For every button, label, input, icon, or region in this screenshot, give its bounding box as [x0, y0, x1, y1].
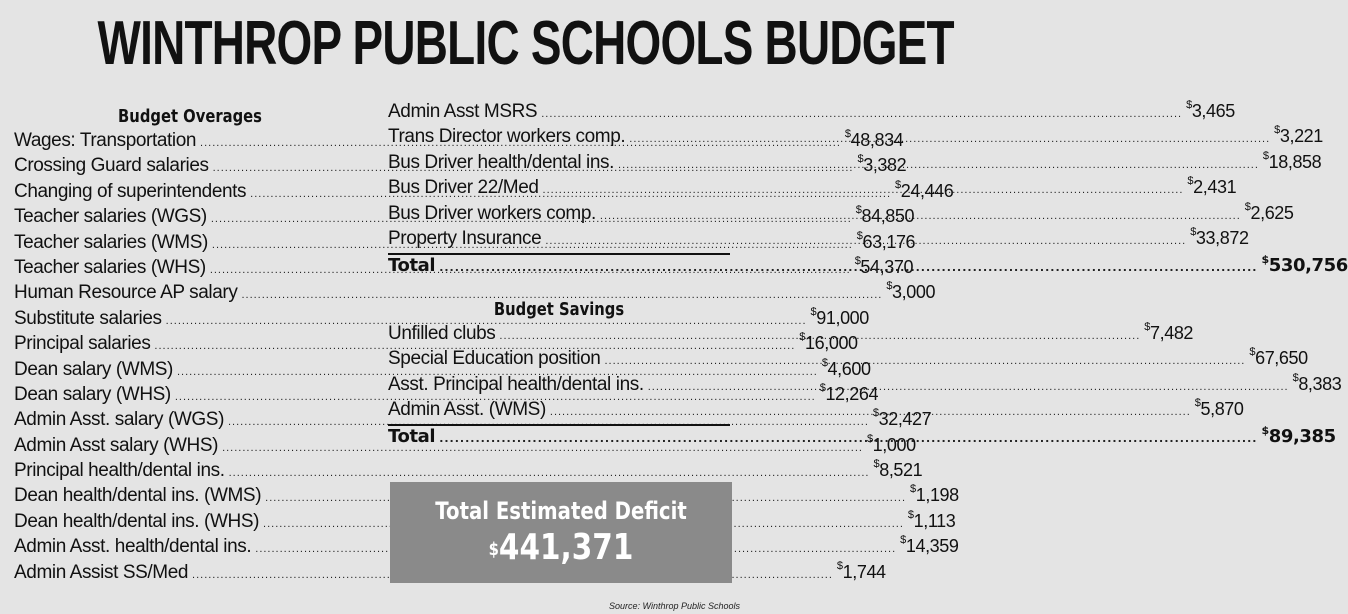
currency-symbol: $: [886, 280, 893, 293]
line-item-value: $91,000: [810, 305, 869, 328]
deficit-value: $441,371: [488, 527, 634, 568]
line-item-value: $5,870: [1194, 396, 1244, 419]
currency-symbol: $: [866, 432, 873, 445]
leader-dots: [604, 355, 1245, 367]
line-item-value: $3,465: [1186, 99, 1235, 121]
leader-dots: [499, 330, 1140, 342]
line-item-value: $8,521: [873, 458, 923, 481]
line-item-value: $4,600: [821, 356, 871, 379]
line-item-label: Teacher salaries (WGS): [14, 206, 207, 228]
currency-symbol: $: [872, 407, 879, 420]
line-item-label: Admin Asst salary (WHS): [14, 434, 219, 456]
leader-dots: [543, 184, 1184, 196]
line-item-label: Wages: Transportation: [14, 130, 197, 151]
line-item-value: $2,431: [1187, 175, 1237, 198]
line-item-label: Admin Assist SS/Med: [14, 561, 189, 583]
currency-symbol: $: [857, 153, 864, 166]
currency-symbol: $: [1186, 99, 1192, 111]
currency-symbol: $: [1244, 200, 1251, 213]
line-item-value: $12,264: [819, 381, 879, 404]
line-item-value: $33,872: [1190, 225, 1249, 248]
line-item-value: $32,427: [872, 407, 932, 430]
currency-symbol: $: [856, 229, 863, 242]
line-item-label: Unfilled clubs: [388, 322, 496, 344]
currency-symbol: $: [1249, 346, 1256, 359]
line-item-label: Admin Asst. salary (WGS): [14, 409, 224, 431]
line-item-label: Changing of superintendents: [14, 180, 247, 202]
currency-symbol: $: [810, 305, 817, 318]
line-item-label: Property Insurance: [388, 227, 542, 249]
line-item-value: $24,446: [895, 178, 954, 201]
line-item-value: $67,650: [1249, 346, 1308, 369]
overages-total-value: $530,756: [1261, 253, 1348, 277]
line-item-label: Trans Director workers comp.: [388, 126, 626, 148]
line-item-label: Bus Driver workers comp.: [388, 202, 596, 224]
budget-line-item: [14, 559, 886, 587]
line-item-value: $63,176: [856, 229, 916, 252]
line-item-label: Admin Asst. (WMS): [388, 398, 546, 420]
line-item-value: $3,221: [1274, 124, 1323, 147]
line-item-value: $8,383: [1292, 371, 1342, 394]
leader-dots: [439, 432, 1257, 445]
line-item-value: $54,370: [854, 254, 914, 277]
line-item-value: $18,858: [1262, 149, 1322, 172]
line-item-label: Dean salary (WMS): [14, 358, 173, 380]
leader-dots: [229, 467, 870, 479]
currency-symbol: $: [1190, 225, 1196, 238]
budget-line-item: [388, 99, 1235, 126]
source-credit: Source: Winthrop Public Schools: [609, 601, 740, 611]
savings-total-value: $89,385: [1261, 424, 1336, 448]
line-item-value: $84,850: [855, 204, 915, 227]
currency-symbol: $: [1144, 320, 1150, 333]
leader-dots: [648, 381, 1289, 393]
line-item-label: Admin Asst MSRS: [388, 101, 538, 122]
line-item-value: $3,000: [886, 280, 936, 303]
line-item-label: Dean health/dental ins. (WMS): [14, 485, 262, 507]
deficit-label: Total Estimated Deficit: [435, 497, 687, 525]
currency-symbol: $: [1261, 253, 1269, 267]
currency-symbol: $: [900, 534, 906, 547]
savings-heading: Budget Savings: [493, 298, 625, 320]
budget-line-item: [14, 280, 936, 307]
line-item-value: $16,000: [799, 331, 858, 354]
line-item-label: Human Resource AP salary: [14, 282, 238, 304]
line-item-value: $1,000: [866, 432, 916, 455]
line-item-label: Dean salary (WHS): [14, 383, 171, 405]
currency-symbol: $: [836, 559, 843, 572]
line-item-label: Bus Driver health/dental ins.: [388, 151, 615, 173]
line-item-label: Principal salaries: [14, 333, 151, 355]
line-item-value: $7,482: [1144, 320, 1194, 343]
line-item-label: Teacher salaries (WMS): [14, 231, 208, 253]
overages-heading: Budget Overages: [118, 106, 262, 127]
line-item-value: $14,359: [900, 534, 959, 557]
line-item-label: Bus Driver 22/Med: [388, 177, 539, 199]
currency-symbol: $: [488, 539, 499, 560]
currency-symbol: $: [854, 254, 861, 267]
currency-symbol: $: [1194, 396, 1201, 409]
currency-symbol: $: [907, 508, 914, 521]
leader-dots: [439, 261, 1257, 274]
currency-symbol: $: [821, 356, 828, 369]
leader-dots: [550, 406, 1191, 418]
leader-dots: [545, 235, 1186, 247]
deficit-box: [390, 482, 732, 583]
line-item-value: $1,744: [836, 559, 886, 582]
line-item-label: Principal health/dental ins.: [14, 460, 225, 482]
currency-symbol: $: [1292, 371, 1299, 384]
budget-line-item: [14, 458, 923, 485]
currency-symbol: $: [1274, 124, 1280, 137]
line-item-label: Asst. Principal health/dental ins.: [388, 373, 644, 395]
line-item-label: Admin Asst. health/dental ins.: [14, 536, 252, 558]
currency-symbol: $: [910, 483, 916, 496]
line-item-value: $1,113: [907, 508, 956, 531]
page-title: WINTHROP PUBLIC SCHOOLS BUDGET: [97, 9, 954, 78]
line-item-label: Teacher salaries (WHS): [14, 256, 206, 278]
currency-symbol: $: [855, 204, 862, 217]
budget-line-item: [14, 483, 959, 510]
currency-symbol: $: [873, 458, 880, 471]
line-item-label: Special Education position: [388, 348, 601, 370]
currency-symbol: $: [1262, 149, 1269, 162]
overages-total-label: Total: [388, 255, 436, 277]
line-item-value: $48,834: [844, 128, 904, 150]
line-item-value: $1,198: [910, 483, 959, 506]
currency-symbol: $: [1261, 424, 1269, 438]
leader-dots: [629, 133, 1270, 145]
line-item-value: $3,382: [857, 153, 907, 176]
currency-symbol: $: [844, 128, 851, 140]
leader-dots: [618, 159, 1259, 171]
leader-dots: [600, 210, 1241, 222]
currency-symbol: $: [1187, 175, 1194, 188]
currency-symbol: $: [819, 381, 826, 394]
savings-total-label: Total: [388, 426, 436, 448]
currency-symbol: $: [895, 178, 901, 191]
line-item-value: $2,625: [1244, 200, 1294, 223]
line-item-label: Substitute salaries: [14, 307, 162, 329]
currency-symbol: $: [799, 331, 806, 344]
line-item-label: Crossing Guard salaries: [14, 155, 209, 177]
line-item-label: Dean health/dental ins. (WHS): [14, 510, 260, 532]
leader-dots: [541, 108, 1182, 120]
